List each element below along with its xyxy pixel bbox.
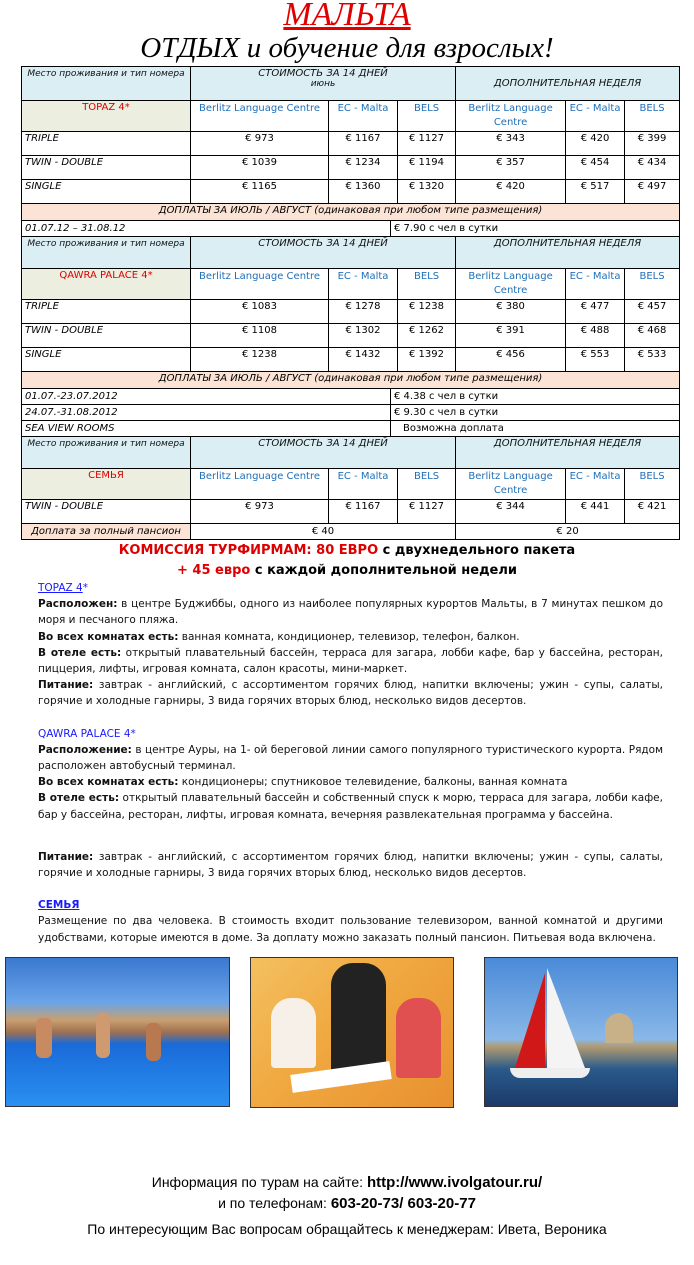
price-cell: € 1039 [191, 156, 329, 180]
price-cell: € 973 [191, 132, 329, 156]
surcharge-row [22, 221, 680, 237]
surcharge-period: 01.07.12 – 31.08.12 [22, 221, 391, 237]
phones: 603-20-73/ 603-20-77 [330, 1195, 476, 1212]
surcharge-value: Возможна доплата [391, 421, 680, 437]
school-header: EC - Malta [566, 269, 625, 300]
price-cell: € 1432 [329, 348, 398, 372]
price-cell: € 973 [191, 500, 329, 524]
price-cell: € 344 [456, 500, 566, 524]
school-header: EC - Malta [329, 101, 398, 132]
price-cell: € 497 [625, 180, 680, 204]
school-header: Berlitz Language Centre [456, 469, 566, 500]
school-header: BELS [625, 469, 680, 500]
room-type: TRIPLE [22, 300, 191, 324]
header-extra-week: ДОПОЛНИТЕЛЬНАЯ НЕДЕЛЯ [456, 237, 680, 269]
commission-red: КОМИССИЯ ТУРФИРМАМ: 80 ЕВРО [118, 543, 379, 558]
price-cell: € 441 [566, 500, 625, 524]
header-cost14: СТОИМОСТЬ ЗА 14 ДНЕЙ [191, 437, 456, 469]
school-header: EC - Malta [566, 469, 625, 500]
price-cell: € 357 [456, 156, 566, 180]
price-cell: € 1392 [398, 348, 456, 372]
pension-14: € 40 [191, 524, 456, 540]
price-cell: € 533 [625, 348, 680, 372]
price-cell: € 457 [625, 300, 680, 324]
price-cell: € 1262 [398, 324, 456, 348]
price-cell: € 477 [566, 300, 625, 324]
page-subtitle: ОТДЫХ и обучение для взрослых! [140, 32, 554, 64]
table-row [22, 180, 680, 204]
price-cell: € 1360 [329, 180, 398, 204]
price-cell: € 1238 [191, 348, 329, 372]
topaz-link[interactable]: TOPAZ 4 [38, 582, 83, 594]
footer [0, 1172, 694, 1240]
qawra-location: Расположение: в центре Ауры, на 1- ой береговой линии самого популярного туристического курорта. Рядом расположен автобусный терминал. [38, 743, 663, 773]
school-header: EC - Malta [329, 269, 398, 300]
surcharge-row [22, 405, 680, 421]
price-cell: € 517 [566, 180, 625, 204]
price-cell: € 1320 [398, 180, 456, 204]
school-header: BELS [398, 101, 456, 132]
school-header: Berlitz Language Centre [191, 469, 329, 500]
price-cell: € 421 [625, 500, 680, 524]
table-row [22, 348, 680, 372]
table-row [22, 132, 680, 156]
school-header: Berlitz Language Centre [456, 269, 566, 300]
header-extra-week: ДОПОЛНИТЕЛЬНАЯ НЕДЕЛЯ [456, 437, 680, 469]
price-cell: € 420 [456, 180, 566, 204]
table-row [22, 156, 680, 180]
price-cell: € 1234 [329, 156, 398, 180]
surcharge-period: SEA VIEW ROOMS [22, 421, 391, 437]
hotel-name: QAWRA PALACE 4* [22, 269, 191, 300]
commission-text: с двухнедельного пакета [378, 543, 576, 558]
school-header: Berlitz Language Centre [191, 101, 329, 132]
hotel-name: TOPAZ 4* [22, 101, 191, 132]
photo-students [250, 957, 454, 1108]
table-row [22, 324, 680, 348]
price-table-2 [21, 236, 680, 437]
topaz-rooms: Во всех комнатах есть: ванная комната, кондиционер, телевизор, телефон, балкон. [38, 630, 520, 643]
school-header: Berlitz Language Centre [191, 269, 329, 300]
room-type: TWIN - DOUBLE [22, 500, 191, 524]
header-place: Место проживания и тип номера [22, 237, 191, 269]
topaz-food: Питание: завтрак - английский, с ассортиментом горячих блюд, напитки включены; ужин - супы, салаты, горячие и холодные гарниры, 3 вида горячих вторых блюд, несколько видов десертов. [38, 679, 663, 708]
header-cost14: СТОИМОСТЬ ЗА 14 ДНЕЙ [191, 237, 456, 269]
school-header: EC - Malta [566, 101, 625, 132]
school-header: BELS [625, 269, 680, 300]
commission-extra-red: + 45 евро [176, 563, 251, 578]
page-title: МАЛЬТА [283, 0, 411, 33]
school-header: Berlitz Language Centre [456, 101, 566, 132]
school-header: BELS [625, 101, 680, 132]
topaz-location: Расположен: в центре Буджиббы, одного из наиболее популярных курортов Мальты, в 7 минутах пешком до моря и песчаного пляжа. [38, 598, 663, 627]
price-cell: € 1302 [329, 324, 398, 348]
surcharge-value: € 7.90 с чел в сутки [391, 221, 680, 237]
table-row [22, 300, 680, 324]
surcharge-row [22, 389, 680, 405]
photo-pool [5, 957, 230, 1107]
school-header: BELS [398, 469, 456, 500]
school-header: BELS [398, 269, 456, 300]
info-label: Информация по турам на сайте: [151, 1174, 367, 1190]
price-cell: € 468 [625, 324, 680, 348]
family-link[interactable]: СЕМЬЯ [38, 899, 80, 912]
price-cell: € 434 [625, 156, 680, 180]
surcharge-title: ДОПЛАТЫ ЗА ИЮЛЬ / АВГУСТ (одинаковая при любом типе размещения) [22, 204, 680, 221]
qawra-food: Питание: завтрак - английский, с ассортиментом горячих блюд, напитки включены; ужин - супы, салаты, горячие и холодные гарниры, 3 вида горячих вторых блюд, несколько видов десертов. [38, 850, 663, 880]
qawra-rooms: Во всех комнатах есть: кондиционеры; спутниковое телевидение, балконы, ванная комната [38, 776, 568, 789]
surcharge-period: 24.07.-31.08.2012 [22, 405, 391, 421]
price-cell: € 1083 [191, 300, 329, 324]
room-type: SINGLE [22, 180, 191, 204]
qawra-title: QAWRA PALACE 4* [38, 727, 136, 740]
price-cell: € 1167 [329, 500, 398, 524]
family-text: Размещение по два человека. В стоимость входит пользование телевизором, ванной комнатой и другими удобствами, которые имеются в доме. За доплату можно заказать полный пансион. Питьевая вода включена. [38, 915, 663, 944]
price-cell: € 380 [456, 300, 566, 324]
room-type: SINGLE [22, 348, 191, 372]
surcharge-value: € 4.38 с чел в сутки [391, 389, 680, 405]
price-cell: € 1167 [329, 132, 398, 156]
price-cell: € 454 [566, 156, 625, 180]
qawra-hotel: В отеле есть: открытый плавательный бассейн и собственный спуск к морю, терраса для загара, лобби кафе, бар у бассейна, ресторан, лифты, игровая комната, вечерняя развлекательная программа у бассейна. [38, 792, 663, 821]
pension-week: € 20 [456, 524, 680, 540]
school-header: EC - Malta [329, 469, 398, 500]
price-cell: € 1278 [329, 300, 398, 324]
header-place: Место проживания и тип номера [22, 437, 191, 469]
site-link[interactable]: http://www.ivolgatour.ru/ [366, 1174, 543, 1191]
price-cell: € 488 [566, 324, 625, 348]
price-cell: € 1127 [398, 500, 456, 524]
hotel-name: СЕМЬЯ [22, 469, 191, 500]
hotel-descriptions [38, 580, 663, 946]
price-cell: € 1238 [398, 300, 456, 324]
price-cell: € 391 [456, 324, 566, 348]
price-cell: € 1108 [191, 324, 329, 348]
surcharge-title: ДОПЛАТЫ ЗА ИЮЛЬ / АВГУСТ (одинаковая при любом типе размещения) [22, 372, 680, 389]
table-row [22, 500, 680, 524]
price-cell: € 343 [456, 132, 566, 156]
price-cell: € 399 [625, 132, 680, 156]
room-type: TWIN - DOUBLE [22, 324, 191, 348]
header-cost14: СТОИМОСТЬ ЗА 14 ДНЕЙ июнь [191, 67, 456, 101]
price-cell: € 456 [456, 348, 566, 372]
photo-sailboat [484, 957, 678, 1107]
price-table-3 [21, 436, 680, 540]
header-place: Место проживания и тип номера [22, 67, 191, 101]
pension-label: Доплата за полный пансион [22, 524, 191, 540]
room-type: TRIPLE [22, 132, 191, 156]
room-type: TWIN - DOUBLE [22, 156, 191, 180]
topaz-hotel: В отеле есть: открытый плавательный бассейн, терраса для загара, лобби кафе, бар у бассейна, ресторан, пиццерия, лифты, игровая комната, салон красоты, мини-маркет. [38, 646, 663, 676]
price-cell: € 1127 [398, 132, 456, 156]
price-cell: € 553 [566, 348, 625, 372]
surcharge-row [22, 421, 680, 437]
phone-label: и по телефонам: [218, 1195, 331, 1211]
managers: По интересующим Вас вопросам обращайтесь к менеджерам: Ивета, Вероника [87, 1221, 607, 1237]
price-cell: € 1165 [191, 180, 329, 204]
topaz-star: * [82, 582, 88, 594]
commission-note [0, 541, 694, 581]
header-extra-week: ДОПОЛНИТЕЛЬНАЯ НЕДЕЛЯ [456, 67, 680, 101]
price-table-1 [21, 66, 680, 237]
surcharge-period: 01.07.-23.07.2012 [22, 389, 391, 405]
commission-extra-text: с каждой дополнительной недели [250, 563, 518, 578]
surcharge-value: € 9.30 с чел в сутки [391, 405, 680, 421]
price-cell: € 420 [566, 132, 625, 156]
price-cell: € 1194 [398, 156, 456, 180]
